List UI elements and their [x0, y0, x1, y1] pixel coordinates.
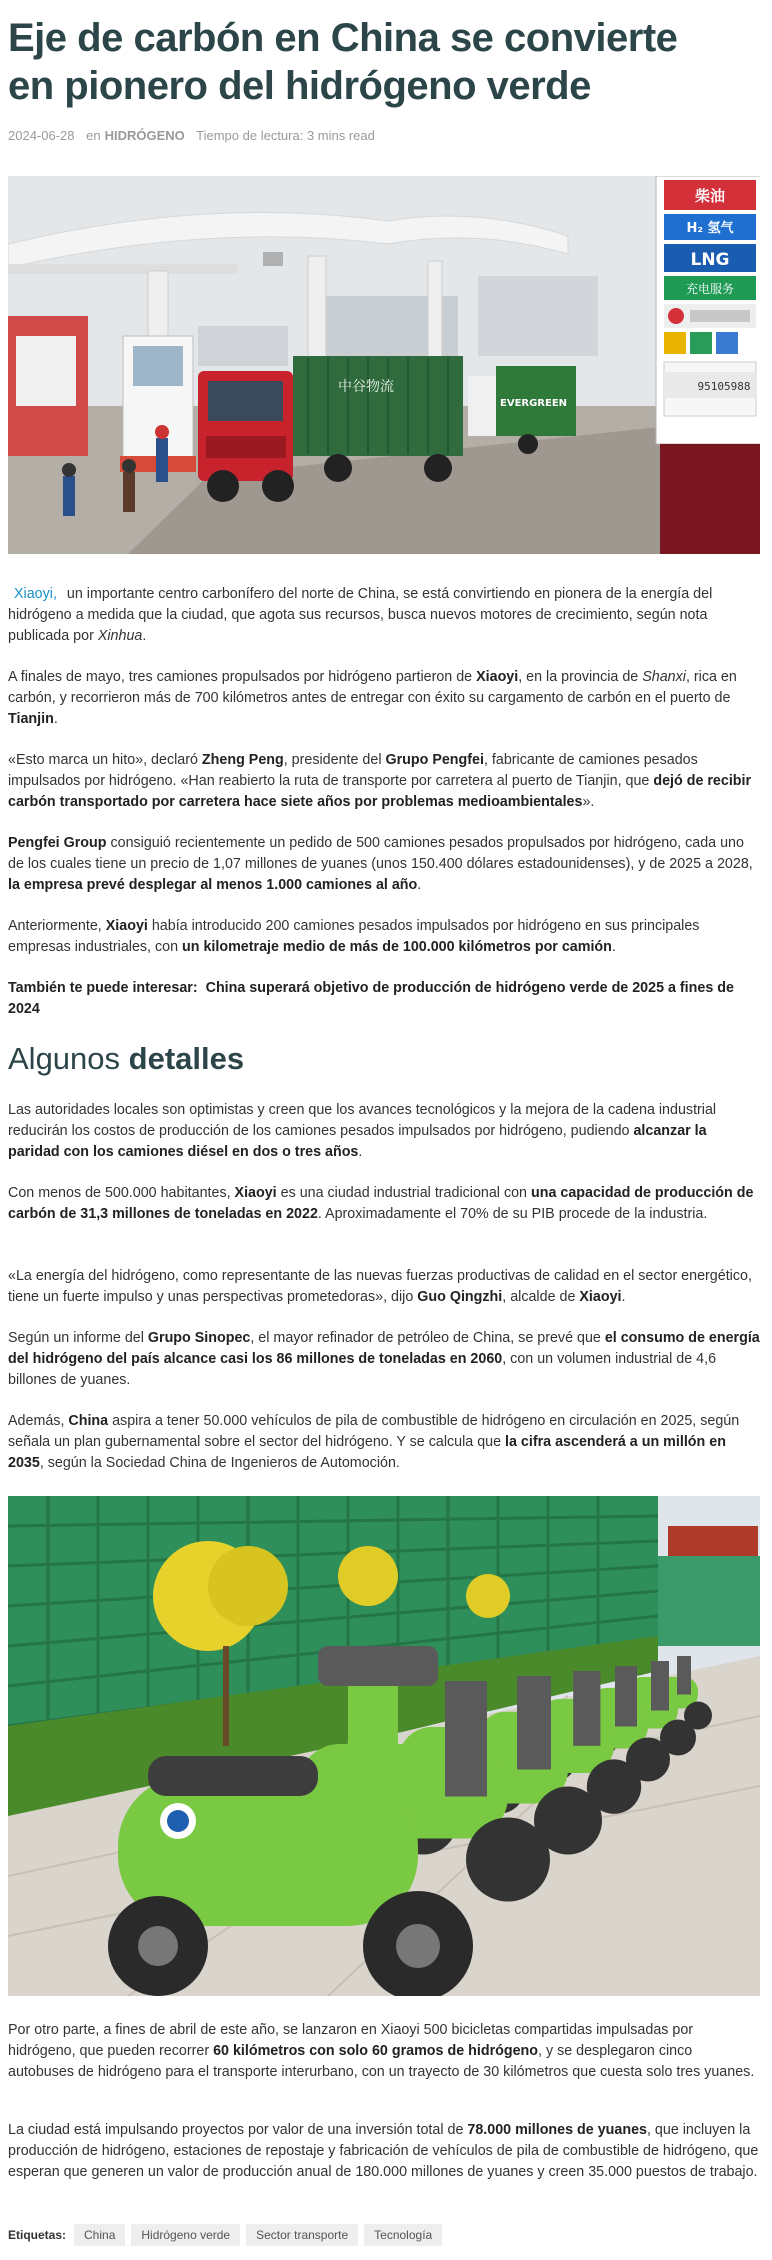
paragraph-11: [8, 2020, 760, 2083]
p4-pengfei-group: Pengfei Group: [8, 835, 107, 851]
paragraph-6: [8, 1100, 760, 1163]
p8-c: , alcalde de: [502, 1289, 580, 1305]
hydrogen-station-image: [8, 176, 760, 554]
p8-guo-qingzhi: Guo Qingzhi: [417, 1289, 503, 1305]
p8-e: .: [621, 1289, 626, 1305]
p7-c: es una ciudad industrial tradicional con: [276, 1185, 531, 1201]
sign-phone: 95105988: [697, 380, 751, 393]
tag-sector-transporte[interactable]: Sector transporte: [246, 2224, 358, 2246]
paragraph-2: [8, 667, 760, 730]
p2-g: .: [53, 711, 58, 727]
section-heading-light: Algunos: [8, 1041, 129, 1076]
article-date: 2024-06-28: [8, 128, 75, 143]
p3-g: ».: [582, 794, 595, 810]
category-prefix: en: [86, 128, 101, 143]
p6-b: alcanzar la paridad con los camiones diésel en dos o tres años: [8, 1123, 707, 1160]
p10-e: , según la Sociedad China de Ingenieros de Automoción.: [39, 1455, 400, 1471]
p10-china: China: [68, 1413, 109, 1429]
p4-b: consiguió recientemente un pedido de 500 camiones pesados propulsados por hidrógeno, cada uno de los cuales tiene un precio de 1,07 millones de yuanes (unos 150.400 dólares estadounidenses), y de 2025 a 2028,: [8, 835, 753, 872]
p9-c: , el mayor refinador de petróleo de China, se prevé que: [250, 1330, 605, 1346]
p1-end: .: [142, 628, 147, 644]
container-label-2: EVERGREEN: [500, 398, 568, 409]
related-link[interactable]: China superará objetivo de producción de hidrógeno verde de 2025 a fines de 2024: [8, 980, 734, 1017]
hero-photo: [8, 176, 760, 554]
p9-e: , con un volumen industrial de 4,6 billones de yuanes.: [8, 1351, 717, 1388]
paragraph-12: [8, 2120, 760, 2183]
paragraph-10: [8, 1411, 760, 1474]
tag-china[interactable]: China: [74, 2224, 125, 2246]
article-meta: [8, 128, 383, 143]
p5-c: había introducido 200 camiones pesados impulsados por hidrógeno en sus principales empresas industriales, con: [8, 918, 700, 955]
p7-xiaoyi: Xiaoyi: [234, 1185, 277, 1201]
p5-d: un kilometraje medio de más de 100.000 kilómetros por camión: [182, 939, 612, 955]
paragraph-7: [8, 1183, 760, 1225]
paragraph-1: [8, 584, 760, 647]
section-heading-bold: detalles: [128, 1041, 245, 1076]
p8-xiaoyi: Xiaoyi: [579, 1289, 622, 1305]
p5-a: Anteriormente,: [8, 918, 106, 934]
p11-c: , y se desplegaron cinco autobuses de hidrógeno para el transporte interurbano, con un trayecto de 30 kilómetros que cuesta solo tres yuanes.: [8, 2043, 755, 2080]
p10-a: Además,: [8, 1413, 69, 1429]
p9-a: Según un informe del: [8, 1330, 148, 1346]
related-article: [8, 978, 760, 1020]
p7-a: Con menos de 500.000 habitantes,: [8, 1185, 235, 1201]
related-label: También te puede interesar:: [8, 980, 198, 996]
p8-a: «La energía del hidrógeno, como representante de las nuevas fuerzas productivas de calidad en el sector energético, tiene un fuerte impulso y unas perspectivas prometedoras», dijo: [8, 1268, 752, 1305]
p2-e: , rica en carbón, y recorrieron más de 700 kilómetros antes de entregar con éxito su cargamento de carbón en el puerto de: [8, 669, 737, 706]
p12-a: La ciudad está impulsando proyectos por valor de una inversión total de: [8, 2122, 468, 2138]
category-link[interactable]: HIDRÓGENO: [104, 128, 185, 143]
scooters-photo: [8, 1496, 760, 1996]
container-label-1: 中谷物流: [338, 379, 394, 395]
p9-sinopec: Grupo Sinopec: [147, 1330, 251, 1346]
article-title: Eje de carbón en China se convierte en pionero del hidrógeno verde: [8, 16, 678, 108]
paragraph-4: [8, 833, 760, 896]
p3-c: , presidente del: [283, 752, 386, 768]
p1-text: un importante centro carbonífero del norte de China, se está convirtiendo en pionera de la energía del hidrógeno a medida que la ciudad, que agota sus recursos, busca nuevos motores de crecimiento, según nota publicada por: [8, 586, 713, 644]
p5-e: .: [611, 939, 616, 955]
p3-e: , fabricante de camiones pesados impulsados por hidrógeno. «Han reabierto la ruta de transporte por carretera al puerto de Tianjin, que: [8, 752, 698, 789]
p7-d: una capacidad de producción de carbón de 31,3 millones de toneladas en 2022: [8, 1185, 754, 1222]
paragraph-3: [8, 750, 760, 813]
p11-b: 60 kilómetros con solo 60 gramos de hidrógeno: [213, 2043, 539, 2059]
p3-zheng-peng: Zheng Peng: [201, 752, 284, 768]
p11-a: Por otro parte, a fines de abril de este año, se lanzaron en Xiaoyi 500 bicicletas compartidas impulsadas por hidrógeno, que pueden recorrer: [8, 2022, 694, 2059]
sign-diesel: 柴油: [694, 187, 726, 205]
tags-bar: [8, 2224, 448, 2246]
sign-hydrogen: H₂ 氢气: [686, 221, 734, 236]
p2-tianjin: Tianjin: [8, 711, 54, 727]
tag-hidrogeno-verde[interactable]: Hidrógeno verde: [131, 2224, 240, 2246]
paragraph-8: [8, 1266, 760, 1308]
p10-c: aspira a tener 50.000 vehículos de pila de combustible de hidrógeno en circulación en 2025, según señala un plan gubernamental sobre el sector del hidrógeno. Y se calcula que: [8, 1413, 740, 1450]
p6-c: .: [358, 1144, 363, 1160]
paragraph-5: [8, 916, 760, 958]
read-time: Tiempo de lectura: 3 mins read: [196, 128, 375, 143]
p5-xiaoyi: Xiaoyi: [105, 918, 148, 934]
p3-a: «Esto marca un hito», declaró: [8, 752, 202, 768]
p6-a: Las autoridades locales son optimistas y creen que los avances tecnológicos y la mejora de la cadena industrial reducirán los costos de producción de los camiones pesados impulsados por hidrógeno, pudiendo: [8, 1102, 717, 1139]
sign-charging: 充电服务: [685, 282, 735, 296]
sign-lng: LNG: [690, 250, 730, 270]
p9-d: el consumo de energía del hidrógeno del país alcance casi los 86 millones de toneladas en 2060: [8, 1330, 760, 1367]
p12-c: , que incluyen la producción de hidrógeno, estaciones de repostaje y fabricación de vehículos de pila de combustible de hidrógeno, que esperan que generen un valor de producción anual de 180.000 millones de yuanes y creen 35.000 puestos de trabajo.: [8, 2122, 759, 2180]
p3-grupo-pengfei: Grupo Pengfei: [385, 752, 484, 768]
paragraph-9: [8, 1328, 760, 1391]
p10-d: la cifra ascenderá a un millón en 2035: [8, 1434, 726, 1471]
p2-a: A finales de mayo, tres camiones propulsados por hidrógeno partieron de: [8, 669, 477, 685]
hydrogen-scooters-image: [8, 1496, 760, 1996]
p3-f: dejó de recibir carbón transportado por carretera hace siete años por problemas medioambientales: [8, 773, 752, 810]
source-xinhua: Xinhua: [97, 628, 143, 644]
section-heading: [8, 1040, 244, 1078]
p2-c: , en la provincia de: [518, 669, 643, 685]
xiaoyi-link[interactable]: Xiaoyi,: [14, 586, 57, 602]
p7-e: . Aproximadamente el 70% de su PIB procede de la industria.: [317, 1206, 708, 1222]
p2-shanxi: Shanxi: [642, 669, 686, 685]
p4-d: .: [417, 877, 422, 893]
p2-xiaoyi: Xiaoyi: [476, 669, 519, 685]
tag-tecnologia[interactable]: Tecnología: [364, 2224, 442, 2246]
p12-b: 78.000 millones de yuanes: [467, 2122, 647, 2138]
tags-label: Etiquetas:: [8, 2228, 67, 2242]
p4-c: la empresa prevé desplegar al menos 1.000 camiones al año: [8, 877, 418, 893]
